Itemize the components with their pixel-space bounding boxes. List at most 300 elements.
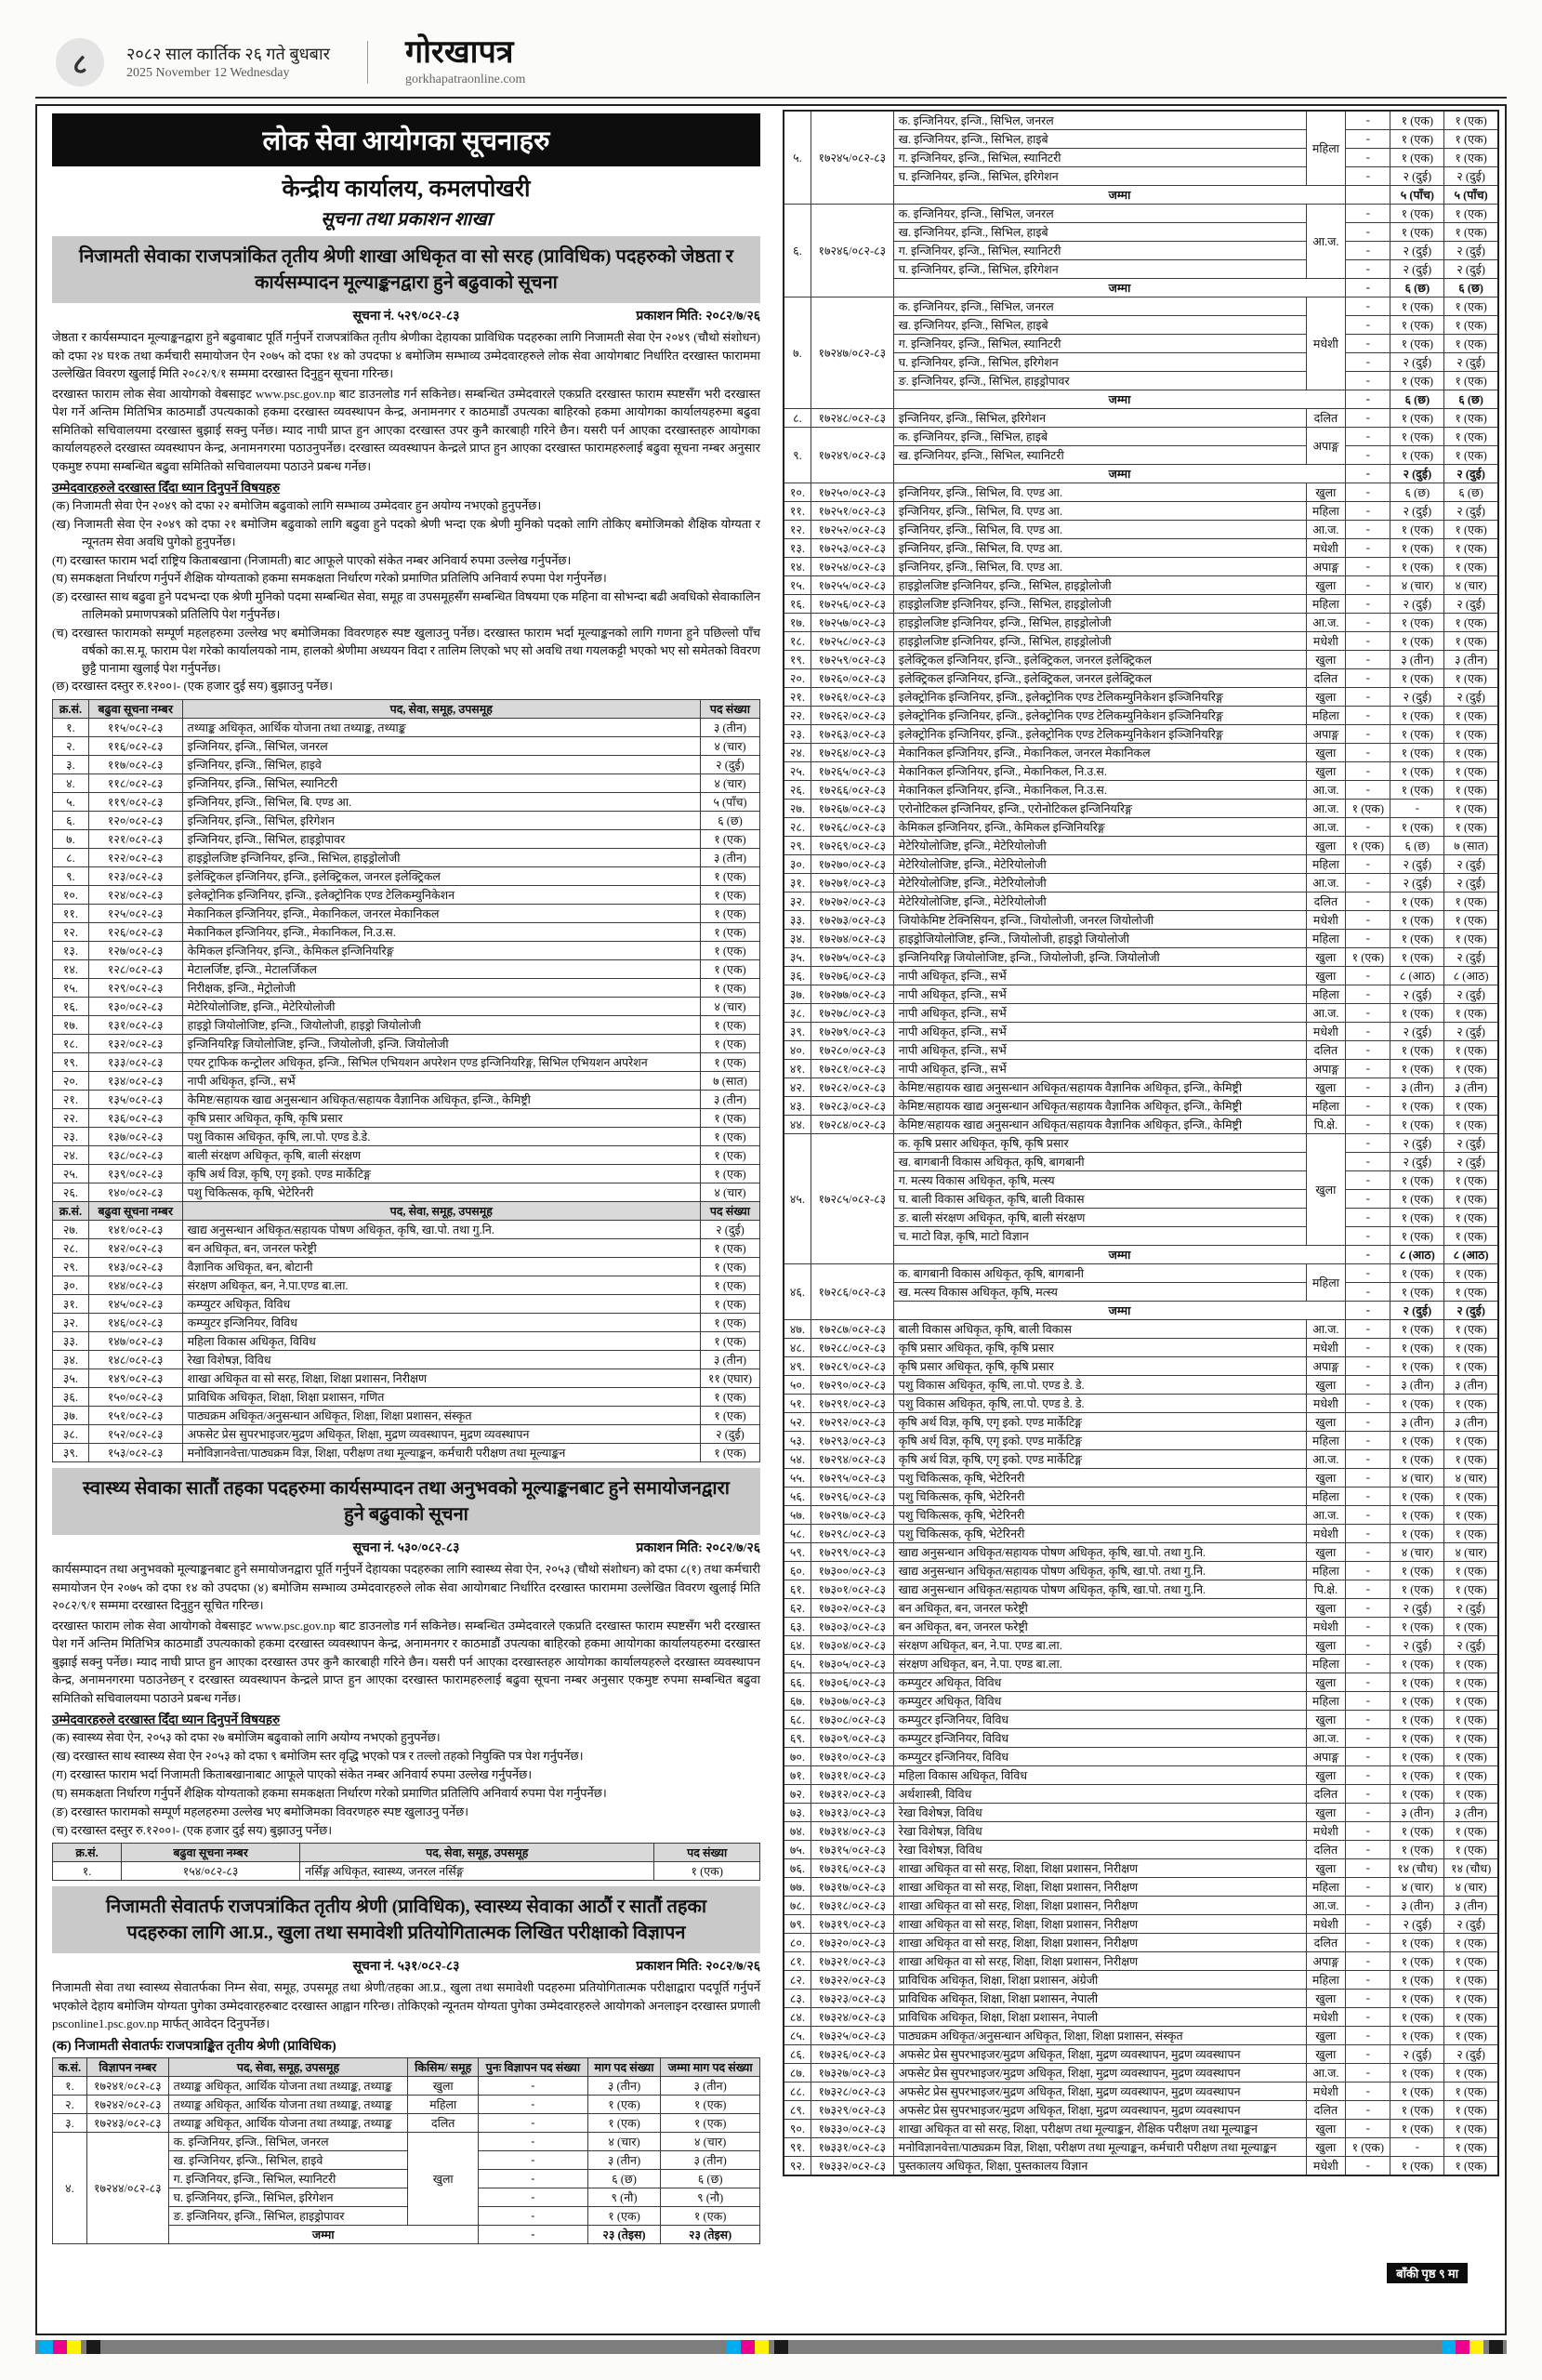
table-row (53, 867, 760, 886)
table-cell: २ (दुई) (1390, 1599, 1444, 1618)
table-row (784, 1004, 1498, 1023)
table-cell: ६३. (784, 1618, 811, 1636)
table-cell: १ (एक) (1390, 1227, 1444, 1246)
table-cell: १३१/०८२-८३ (88, 1016, 182, 1035)
table-cell: १ (एक) (661, 2206, 760, 2225)
notice-item: (क) स्वास्थ्य सेवा ऐन, २०५३ को दफा २७ बमोजिम बढुवाको लागि अयोग्य नभएको हुनुपर्नेछ। (52, 1730, 441, 1745)
table-cell (1346, 186, 1390, 205)
table-cell: २ (दुई) (1444, 242, 1498, 260)
table-cell: १ (एक) (1390, 1766, 1444, 1785)
table-cell: १७२७४/०८२-८३ (811, 930, 893, 948)
table-cell: ७३. (784, 1804, 811, 1822)
table-cell: - (1346, 1116, 1390, 1134)
table-row (53, 1053, 760, 1072)
table-cell: १४६/०८२-८३ (88, 1314, 182, 1332)
table-row (784, 1116, 1498, 1134)
table-cell: ३३. (784, 911, 811, 930)
table-cell: १७३२०/०८२-८३ (811, 1934, 893, 1952)
table-cell: ३५. (784, 948, 811, 967)
table-cell: नापी अधिकृत, इन्जि., सर्भे (893, 967, 1306, 985)
table-cell: आ.ज. (1306, 614, 1346, 632)
table-cell: ८७. (784, 2064, 811, 2082)
table-row (784, 1655, 1498, 1673)
table-cell: इन्जिनियर, इन्जि., सिभिल, इरिगेशन (893, 409, 1306, 428)
table-cell: १७२९९/०८२-८३ (811, 1543, 893, 1562)
spacer (52, 307, 353, 324)
table-cell: १ (एक) (1390, 1841, 1444, 1859)
date-nepali: २०८२ साल कार्तिक २६ गते बुधबार (126, 45, 330, 63)
table-cell: ३२. (53, 1314, 89, 1332)
table-cell: ३७. (53, 1407, 89, 1425)
table-row (784, 1320, 1498, 1339)
table-cell: १४९/०८२-८३ (88, 1369, 182, 1388)
table-cell: ९. (784, 428, 811, 483)
table-cell: ३ (तीन) (1444, 1376, 1498, 1395)
table-cell: १ (एक) (700, 1109, 759, 1128)
table-cell: १३४/०८२-८३ (88, 1072, 182, 1091)
table-cell: - (479, 2113, 588, 2132)
table-cell: १ (एक) (1390, 1171, 1444, 1190)
table-row (784, 1060, 1498, 1078)
table-cell: इन्जिनियर, इन्जि., सिभिल, इरिगेशन (182, 812, 700, 830)
table-cell: १ (एक) (700, 1295, 759, 1314)
table-cell: - (1346, 632, 1390, 651)
table-cell: १७२८७/०८२-८३ (811, 1320, 893, 1339)
table-row (784, 595, 1498, 614)
table-row (784, 1041, 1498, 1060)
table-row (784, 744, 1498, 762)
notice-item: (च) दरखास्त दस्तुर रु.१२००।- (एक हजार दुई सय) बुझाउनु पर्नेछ। (52, 1822, 333, 1837)
table-cell: इलेक्ट्रोनिक इन्जिनियर, इन्जि., इलेक्ट्रोनिक एण्ड टेलिकम्युनिकेशन इञ्जिनियरिङ्ग (893, 725, 1306, 744)
advertisement-table-right (783, 110, 1499, 2176)
table-cell: १ (एक) (700, 1258, 759, 1276)
table-cell: शाखा अधिकृत वा सो सरह, शिक्षा, परीक्षण तथा मूल्याङ्कन, शैक्षिक परीक्षण तथा मूल्याङ्कन (893, 2120, 1306, 2138)
table-cell: १ (एक) (1390, 911, 1444, 930)
table-cell: पशु चिकित्सक, कृषि, भेटेरिनरी (893, 1469, 1306, 1488)
table-cell: इन्जिनियर, इन्जि., सिभिल, वि. एण्ड आ. (893, 502, 1306, 521)
table-cell: १ (एक) (661, 2095, 760, 2113)
table-cell: - (1346, 1432, 1390, 1450)
table-cell: ४ (चार) (1390, 576, 1444, 595)
table-row (784, 1673, 1498, 1692)
table-cell: आ.ज. (1306, 874, 1346, 892)
table-cell: - (1346, 223, 1390, 242)
table-cell: - (1346, 1990, 1390, 2008)
color-swatch (1456, 2340, 1470, 2354)
table-cell: १७२९४/०८२-८३ (811, 1450, 893, 1469)
table-cell: खुला (1306, 1711, 1346, 1729)
table-cell: १३८/०८२-८३ (88, 1146, 182, 1165)
table-cell: १ (एक) (1444, 149, 1498, 167)
table-cell: १७२७६/०८२-८३ (811, 967, 893, 985)
table-cell: - (1346, 1859, 1390, 1878)
table-cell: १ (एक) (1390, 1488, 1444, 1506)
table-cell: मेकानिकल इन्जिनियर, इन्जि., मेकानिकल, नि.उ.स. (182, 923, 700, 942)
notice-item: (ग) दरखास्त फाराम भर्दा राष्ट्रिय किताबखाना (निजामती) बाट आफूले पाएको संकेत नम्बर अनिवार्य रुपमा उल्लेख गर्नुपर्नेछ। (52, 552, 572, 567)
table-cell: १७२४८/०८२-८३ (811, 409, 893, 428)
table-cell: २३ (तेइस) (661, 2225, 760, 2243)
table-cell: १७२६०/०८२-८३ (811, 669, 893, 688)
table-cell: ग. इन्जिनियर, इन्जि., सिभिल, स्यानिटरी (893, 149, 1306, 167)
table-cell: ६ (छ) (661, 2169, 760, 2188)
table-cell: १२२/०८२-८३ (88, 849, 182, 867)
table-cell: दलित (1306, 1934, 1346, 1952)
table-cell: रेखा विशेषज्ञ, विविध (893, 1822, 1306, 1841)
table-cell: १५. (53, 979, 89, 998)
table-cell: मेटेरियोलोजिष्ट, इन्जि., मेटेरियोलोजी (893, 892, 1306, 911)
table-cell: हाइड्रोजियोलोजिष्ट, इन्जि., जियोलोजी, हाइड्रो जियोलोजी (893, 930, 1306, 948)
table-cell: २२. (53, 1109, 89, 1128)
table-cell: २३. (784, 725, 811, 744)
table-cell: ३ (तीन) (587, 2150, 661, 2169)
table-cell: १३९/०८२-८३ (88, 1165, 182, 1183)
table-cell: १ (एक) (1390, 1562, 1444, 1580)
notice1-banner: निजामती सेवाका राजपत्रांकित तृतीय श्रेणी शाखा अधिकृत वा सो सरह (प्राविधिक) पदहरुको जेष्ठता र कार्यसम्पादन मूल्याङ्कनद्वारा हुने बढुवाको सूचना (52, 236, 760, 303)
table-cell: १ (एक) (1444, 762, 1498, 781)
table-cell: जियोकेमिष्ट टेक्निसियन, इन्जि., जियोलोजी, जनरल जियोलोजी (893, 911, 1306, 930)
table-cell: - (1346, 1450, 1390, 1469)
table-cell: १ (एक) (1390, 1209, 1444, 1227)
table-cell: केमिकल इन्जिनियर, इन्जि., केमिकल इन्जिनियरिङ्ग (182, 942, 700, 960)
table-cell: जम्मा (893, 465, 1345, 483)
table-cell: मधेशी (1306, 632, 1346, 651)
table-cell: बाली विकास अधिकृत, कृषि, बाली विकास (893, 1320, 1306, 1339)
table-cell: केमिष्ट/सहायक खाद्य अनुसन्धान अधिकृत/सहायक वैज्ञानिक अधिकृत, इन्जि., केमिष्ट्री (893, 1097, 1306, 1116)
table-cell: २ (दुई) (700, 756, 759, 774)
table-cell: ३ (तीन) (700, 719, 759, 737)
table-cell: १ (एक) (1346, 800, 1390, 818)
table-cell: ३ (तीन) (587, 2076, 661, 2095)
table-cell: १२. (53, 923, 89, 942)
table-cell: १७२८४/०८२-८३ (811, 1116, 893, 1134)
table-cell: १ (एक) (1390, 2157, 1444, 2176)
table-cell: प्राविधिक अधिकृत, शिक्षा, शिक्षा प्रशासन, अंग्रेजी (893, 1971, 1306, 1990)
table-cell: १७२८५/०८२-८३ (811, 1134, 893, 1264)
table-cell: ८३. (784, 1990, 811, 2008)
table-cell: १७२६२/०८२-८३ (811, 707, 893, 725)
table-cell: खुला (408, 2076, 479, 2095)
table-row (53, 1862, 760, 1881)
table-cell: मधेशी (1306, 1915, 1346, 1934)
table-cell: १७३१७/०८२-८३ (811, 1878, 893, 1897)
table-cell: महिला (1306, 1692, 1346, 1711)
table-cell: १ (एक) (1444, 1264, 1498, 1283)
table-cell: १ (एक) (1444, 1506, 1498, 1525)
table-cell: १ (एक) (1444, 558, 1498, 576)
table-cell: संरक्षण अधिकृत, बन, ने.पा. एण्ड बा.ला. (893, 1636, 1306, 1655)
table-row (53, 1314, 760, 1332)
table-cell: ३३. (53, 1332, 89, 1351)
table-cell: आ.ज. (1306, 2064, 1346, 2082)
table-cell: १ (एक) (1444, 1841, 1498, 1859)
table-cell: १ (एक) (700, 979, 759, 998)
table-row (784, 1618, 1498, 1636)
table-cell: घ. इन्जिनियर, इन्जि., सिभिल, इरिगेशन (893, 353, 1306, 372)
table-cell: - (1346, 1785, 1390, 1804)
table-cell: १ (एक) (661, 2113, 760, 2132)
table-cell: १ (एक) (1444, 930, 1498, 948)
table-cell: ग. इन्जिनियर, इन्जि., सिभिल, स्यानिटरी (893, 335, 1306, 353)
table-row (53, 1109, 760, 1128)
table-cell: १ (एक) (1444, 1171, 1498, 1190)
table-row (784, 1711, 1498, 1729)
table-cell: १७३३२/०८२-८३ (811, 2157, 893, 2176)
table-cell: २४. (784, 744, 811, 762)
table-cell: रेखा विशेषज्ञ, विविध (893, 1841, 1306, 1859)
table-cell: ३०. (53, 1276, 89, 1295)
table-cell: - (1346, 1264, 1390, 1283)
table-cell: - (1346, 390, 1390, 409)
table-cell: १३२/०८२-८३ (88, 1035, 182, 1053)
table-row (784, 521, 1498, 539)
table-cell: - (1346, 2082, 1390, 2101)
table-cell: ८९. (784, 2101, 811, 2120)
notice3-banner: निजामती सेवातर्फ राजपत्रांकित तृतीय श्रेणी (प्राविधिक), स्वास्थ्य सेवाका आठौं र सातौं तहका पदहरुका लागि आ.प्र., खुला तथा समावेशी प्रतियोगितात्मक लिखित परीक्षाको विज्ञापन (52, 1886, 760, 1953)
masthead-divider (367, 41, 368, 84)
table-cell: अपाङ्ग (1306, 1357, 1346, 1376)
notice1-attention-heading: उम्मेदवारहरुले दरखास्त दिँदा ध्यान दिनुपर्ने विषयहरु (52, 481, 281, 495)
table-cell: ६ (छ) (1390, 279, 1444, 298)
table-cell: १ (एक) (1444, 1748, 1498, 1766)
table-cell: १ (एक) (1444, 1357, 1498, 1376)
table-cell: ८६. (784, 2045, 811, 2064)
table-cell: १ (एक) (1390, 1004, 1444, 1023)
table-cell: खुला (1306, 1636, 1346, 1655)
table-cell: १. (53, 1862, 122, 1881)
table-cell: ११९/०८२-८३ (88, 793, 182, 812)
table-cell: - (1346, 2157, 1390, 2176)
table-cell: १७३२९/०८२-८३ (811, 2101, 893, 2120)
table-cell: नापी अधिकृत, इन्जि., सर्भे (893, 985, 1306, 1004)
table-cell: मधेशी (1306, 1618, 1346, 1636)
table-cell: वैज्ञानिक अधिकृत, बन, बोटानी (182, 1258, 700, 1276)
table-row (784, 1488, 1498, 1506)
table-cell: १७२८०/०८२-८३ (811, 1041, 893, 1060)
table-cell: खुला (1306, 1469, 1346, 1488)
table-row (784, 2064, 1498, 2082)
table-cell: - (1346, 1952, 1390, 1971)
table-cell: महिला (1306, 1878, 1346, 1897)
table-cell: ६ (छ) (700, 812, 759, 830)
table-cell: १५४/०८२-८३ (122, 1862, 300, 1881)
table-cell: १७३३१/०८२-८३ (811, 2138, 893, 2157)
table-cell: ७८. (784, 1897, 811, 1915)
table-cell: १७२७२/०८२-८३ (811, 892, 893, 911)
table-cell: ८. (53, 849, 89, 867)
table-cell: ६. (53, 812, 89, 830)
table-cell: ५४. (784, 1450, 811, 1469)
table-cell: रेखा विशेषज्ञ, विविध (893, 1804, 1306, 1822)
table-cell: - (1346, 855, 1390, 874)
table-cell: १ (एक) (1444, 111, 1498, 130)
table-cell: ६६. (784, 1673, 811, 1692)
table-cell: - (1346, 2120, 1390, 2138)
table-cell: ३२. (784, 892, 811, 911)
table-cell: १ (एक) (700, 1407, 759, 1425)
table-cell: ६२. (784, 1599, 811, 1618)
table-cell: १२७/०८२-८३ (88, 942, 182, 960)
table-cell: १ (एक) (1444, 372, 1498, 390)
table-cell: ५८. (784, 1525, 811, 1543)
table-cell: शाखा अधिकृत वा सो सरह, शिक्षा, शिक्षा प्रशासन, निरीक्षण (893, 1897, 1306, 1915)
table-cell: १७३१६/०८२-८३ (811, 1859, 893, 1878)
table-cell: - (1346, 1171, 1390, 1190)
table-cell: कृषि प्रसार अधिकृत, कृषि, कृषि प्रसार (182, 1109, 700, 1128)
table-cell: - (1346, 1655, 1390, 1673)
table-cell: ३ (तीन) (1390, 651, 1444, 669)
table-cell: १८. (53, 1035, 89, 1053)
table-cell: - (1346, 1543, 1390, 1562)
table-row (53, 1183, 760, 1202)
table-row (784, 502, 1498, 521)
table-cell: - (1346, 1078, 1390, 1097)
table-row (53, 998, 760, 1016)
table-row (784, 651, 1498, 669)
table-cell: १८. (784, 632, 811, 651)
table-cell: - (1346, 1673, 1390, 1692)
color-swatch (1489, 2340, 1503, 2354)
table-cell: ११. (784, 502, 811, 521)
table-cell: ५०. (784, 1376, 811, 1395)
notice-item: (च) दरखास्त फारामको सम्पूर्ण महलहरुमा उल्लेख भए बमोजिमका विवरणहरु स्पष्ट खुलाउनु पर्नेछ। दरखास्त फाराम भर्दा मूल्याङ्कनको लागि गणना हुने पछिल्लो पाँच वर्षको का.स.मू. फाराम पेश गरेको कार्यालयको नाम, हालको श्रेणीमा अध्ययन विदा र तालिम लिएको भए सो अवधि तथा गयलकट्टी भएको भए सो समेतको विवरण छुट्टै पानामा खुलाई पेश गर्नुपर्नेछ। (52, 625, 760, 675)
table-cell: १ (एक) (1390, 372, 1444, 390)
table-cell: २५. (53, 1165, 89, 1183)
column-header: जम्मा माग पद संख्या (661, 2057, 760, 2076)
table-cell: क. इन्जिनियर, इन्जि., सिभिल, जनरल (893, 298, 1306, 316)
table-cell: ७५. (784, 1841, 811, 1859)
table-cell: ६८. (784, 1711, 811, 1729)
table-cell: मेटेरियोलोजिष्ट, इन्जि., मेटेरियोलोजी (893, 874, 1306, 892)
table-cell: १ (एक) (1444, 1283, 1498, 1302)
table-cell: १७३१८/०८२-८३ (811, 1897, 893, 1915)
table-cell: १२३/०८२-८३ (88, 867, 182, 886)
table-cell: - (1346, 1766, 1390, 1785)
table-cell: २ (दुई) (1444, 874, 1498, 892)
table-cell: नापी अधिकृत, इन्जि., सर्भे (893, 1060, 1306, 1078)
newspaper-website[interactable]: gorkhapatraonline.com (404, 73, 526, 86)
table-cell: अपाङ्ग (1306, 1952, 1346, 1971)
column-header: पद संख्या (654, 1844, 760, 1862)
table-cell: आ.ज. (1306, 1450, 1346, 1469)
table-cell: महिला (1306, 707, 1346, 725)
table-cell: १६. (53, 998, 89, 1016)
cmyk-swatch-group-left (39, 2340, 100, 2354)
table-row (784, 1469, 1498, 1488)
table-cell: - (1346, 1580, 1390, 1599)
table-cell: - (1346, 483, 1390, 502)
table-cell: आ.ज. (1306, 1506, 1346, 1525)
table-cell: १७२५४/०८२-८३ (811, 558, 893, 576)
notice3-number: सूचना नं. ५३१/०८२-८३ (352, 1960, 460, 1975)
table-row (53, 1035, 760, 1053)
table-cell: ५ (पाँच) (1390, 186, 1444, 205)
table-cell: १७३०८/०८२-८३ (811, 1711, 893, 1729)
table-cell: ३ (तीन) (1444, 1804, 1498, 1822)
table-cell: १५१/०८२-८३ (88, 1407, 182, 1425)
table-cell: ३ (तीन) (1444, 1078, 1498, 1097)
table-cell: १७२९८/०८२-८३ (811, 1525, 893, 1543)
table-cell: १०. (784, 483, 811, 502)
table-row (53, 774, 760, 793)
table-cell: मधेशी (1306, 1525, 1346, 1543)
table-row (784, 1543, 1498, 1562)
table-cell: २ (दुई) (1444, 1023, 1498, 1041)
table-row (784, 911, 1498, 930)
table-cell: दलित (1306, 1041, 1346, 1060)
table-cell: क. इन्जिनियर, इन्जि., सिभिल, हाइबे (893, 428, 1306, 446)
table-row (53, 979, 760, 998)
table-cell: शाखा अधिकृत वा सो सरह, शिक्षा, शिक्षा प्रशासन, निरीक्षण (893, 1915, 1306, 1934)
table-row (784, 1804, 1498, 1822)
table-row (53, 1128, 760, 1146)
table-cell: ७४. (784, 1822, 811, 1841)
table-row (784, 1357, 1498, 1376)
table-cell: १४ (चौध) (1390, 1859, 1444, 1878)
table-cell: मेकानिकल इन्जिनियर, इन्जि., मेकानिकल, जनरल मेकानिकल (182, 905, 700, 923)
table-cell: १ (एक) (1444, 1971, 1498, 1990)
table-cell: मधेशी (1306, 911, 1346, 930)
table-cell: १ (एक) (1390, 2082, 1444, 2101)
table-cell: १ (एक) (1390, 1990, 1444, 2008)
column-header: बढुवा सूचना नम्बर (88, 700, 182, 719)
table-cell: १ (एक) (1390, 614, 1444, 632)
table-cell: १५. (784, 576, 811, 595)
table-cell: १ (एक) (1444, 2082, 1498, 2101)
table-row (784, 1878, 1498, 1897)
table-cell: २ (दुई) (1390, 1302, 1444, 1320)
table-cell: १ (एक) (1346, 948, 1390, 967)
table-cell: १ (एक) (1390, 725, 1444, 744)
table-header-row (53, 2057, 760, 2076)
table-cell: इन्जिनियर, इन्जि., सिभिल, स्यानिटरी (182, 774, 700, 793)
table-cell: १७२८६/०८२-८३ (811, 1264, 893, 1320)
table-cell: ८ (आठ) (1390, 1246, 1444, 1264)
table-cell: ४ (चार) (1390, 1469, 1444, 1488)
table-cell: खुला (1306, 1134, 1346, 1246)
table-cell: महिला (1306, 595, 1346, 614)
table-cell: - (1346, 502, 1390, 521)
table-cell: महिला (1306, 502, 1346, 521)
table-cell: ६४. (784, 1636, 811, 1655)
table-cell: १ (एक) (1390, 1971, 1444, 1990)
table-cell: - (1346, 1599, 1390, 1618)
table-row (53, 1072, 760, 1091)
table-cell: ८५. (784, 2027, 811, 2045)
table-cell: दलित (1306, 669, 1346, 688)
table-cell: १७३०१/०८२-८३ (811, 1580, 893, 1599)
table-cell: १ (एक) (1444, 1562, 1498, 1580)
table-cell: २६. (784, 781, 811, 800)
main-title-banner: लोक सेवा आयोगका सूचनाहरु (52, 113, 760, 166)
table-cell: १ (एक) (1390, 2101, 1444, 2120)
table-cell: ३४. (53, 1351, 89, 1369)
table-row (784, 985, 1498, 1004)
table-cell: २ (दुई) (1390, 1023, 1444, 1041)
table-cell: - (1346, 1227, 1390, 1246)
notice2-attention-heading: उम्मेदवारहरुले दरखास्त दिँदा ध्यान दिनुपर्ने विषयहरु (52, 1712, 281, 1727)
table-cell: १ (एक) (1444, 781, 1498, 800)
table-cell: ५. (784, 111, 811, 205)
table-header-row (53, 1202, 760, 1221)
table-cell: ८२. (784, 1971, 811, 1990)
table-cell: १ (एक) (587, 2095, 661, 2113)
table-cell: ८ (आठ) (1444, 1246, 1498, 1264)
table-cell: संरक्षण अधिकृत, बन, ने.पा. एण्ड बा.ला. (893, 1655, 1306, 1673)
table-row (784, 1692, 1498, 1711)
table-cell: महिला विकास अधिकृत, विविध (182, 1332, 700, 1351)
table-cell: १ (एक) (1444, 1432, 1498, 1450)
table-cell: महिला (1306, 855, 1346, 874)
